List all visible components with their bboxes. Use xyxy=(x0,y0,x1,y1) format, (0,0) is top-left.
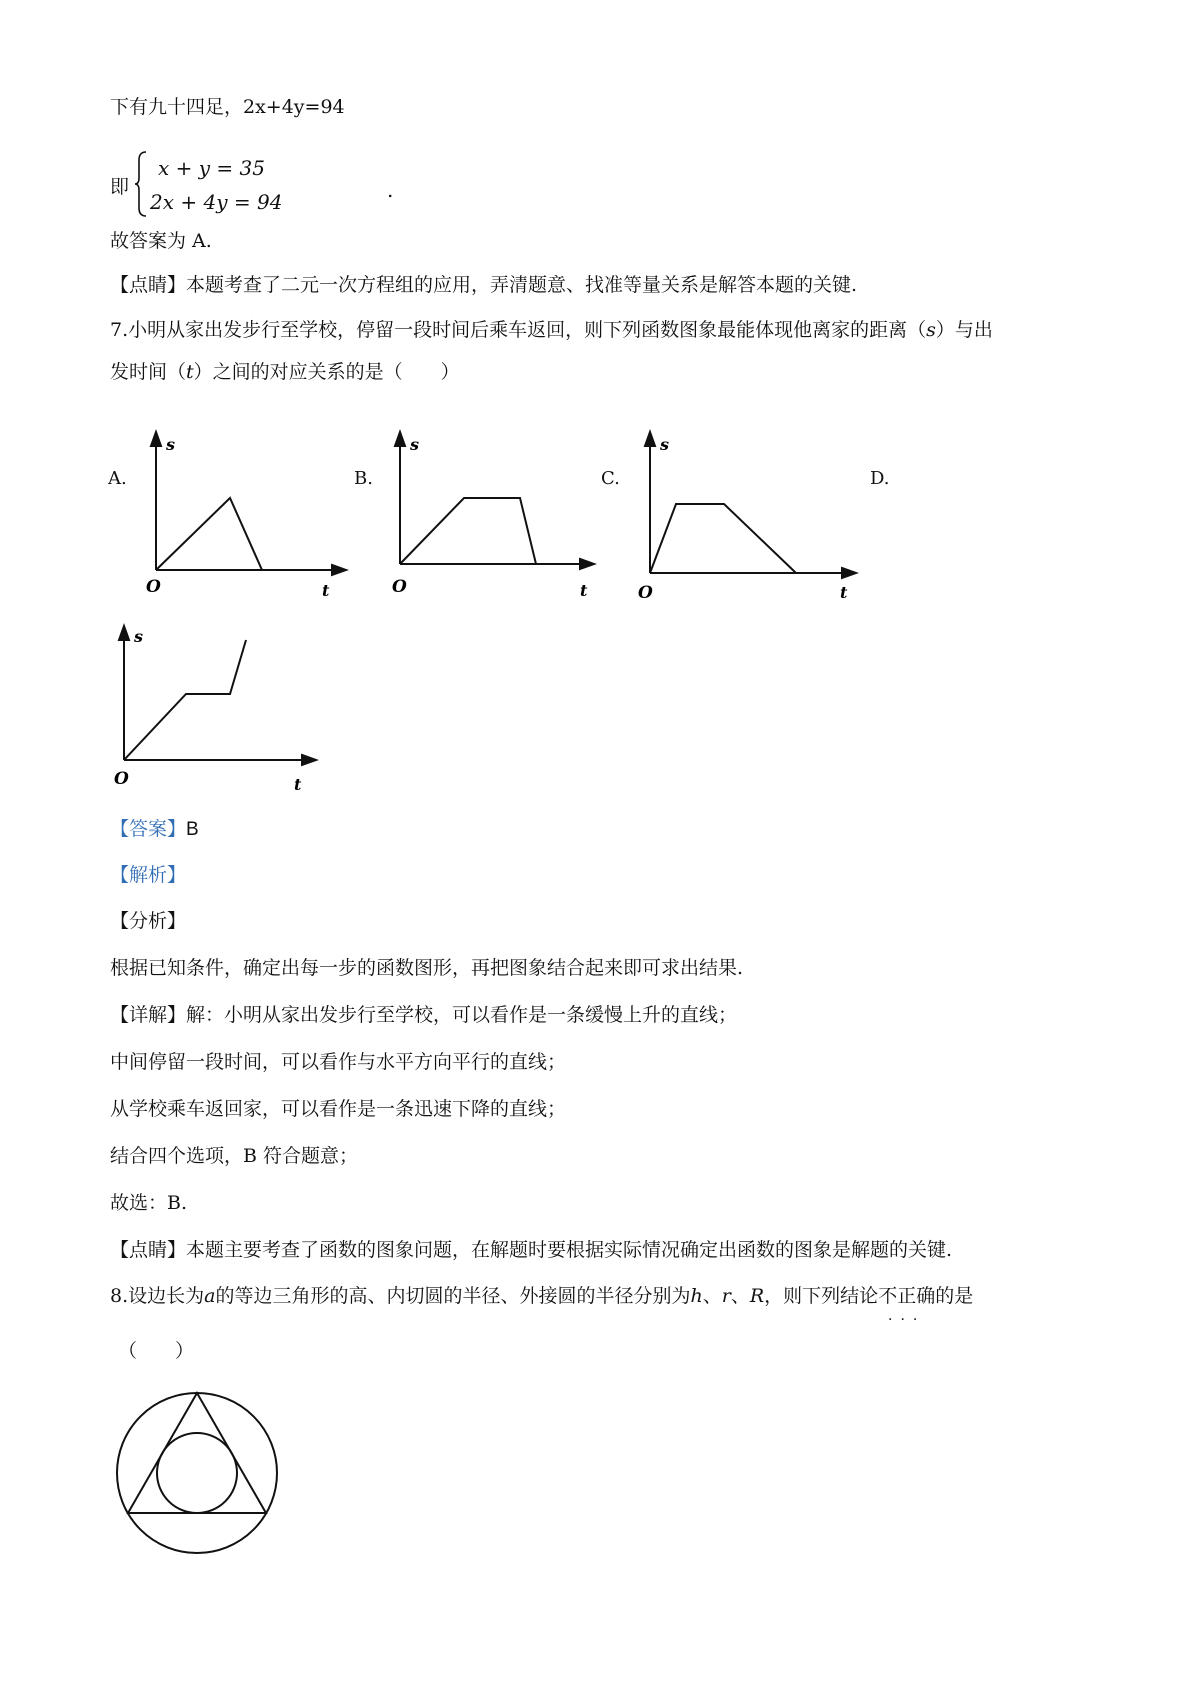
text-line: 下有九十四足，2x+4y=94 xyxy=(110,96,345,118)
svg-text:O: O xyxy=(638,583,653,603)
question-7: 7.小明从家出发步行至学校，停留一段时间后乘车返回，则下列函数图象最能体现他离家的距离（s）与出 xyxy=(110,319,993,341)
svg-text:s: s xyxy=(134,627,144,646)
svg-text:s: s xyxy=(660,435,670,454)
graph-b xyxy=(378,428,598,598)
svg-text:t: t xyxy=(294,775,302,794)
option-d-label: D. xyxy=(870,468,890,489)
text-line: 根据已知条件，确定出每一步的函数图形，再把图象结合起来即可求出结果. xyxy=(110,957,744,979)
question-8-paren: （ ） xyxy=(118,1340,195,1362)
graph-a xyxy=(130,428,350,598)
svg-text:s: s xyxy=(166,435,176,454)
svg-text:O: O xyxy=(146,577,161,597)
xiangjie-line: 【详解】解：小明从家出发步行至学校，可以看作是一条缓慢上升的直线； xyxy=(110,1004,738,1026)
answer-line: 【答案】B xyxy=(110,818,199,840)
inscribed-triangle-figure xyxy=(112,1388,282,1558)
text-line: 故答案为 A. xyxy=(110,230,212,252)
text-line: 结合四个选项，B 符合题意； xyxy=(110,1145,359,1167)
jiexi-line: 【解析】 xyxy=(110,864,187,886)
svg-text:t: t xyxy=(322,581,330,600)
svg-text:O: O xyxy=(392,577,407,597)
question-7-cont: 发时间（t）之间的对应关系的是（ ） xyxy=(110,361,460,383)
text-line: 故选：B. xyxy=(110,1192,188,1214)
svg-text:s: s xyxy=(410,435,420,454)
text-line: 从学校乘车返回家，可以看作是一条迅速下降的直线； xyxy=(110,1098,567,1120)
brace-icon xyxy=(134,150,148,218)
question-8: 8.设边长为a的等边三角形的高、内切圆的半径、外接圆的半径分别为h、r、R，则下列结论不正确 ··· 的是 xyxy=(110,1285,974,1328)
fenxi-line: 【分析】 xyxy=(110,910,187,932)
graph-d xyxy=(110,620,320,794)
option-c-label: C. xyxy=(601,468,620,489)
dianjing-line: 【点睛】本题考查了二元一次方程组的应用，弄清题意、找准等量关系是解答本题的关键. xyxy=(110,274,858,296)
option-a-label: A. xyxy=(108,468,127,489)
svg-text:t: t xyxy=(840,583,848,602)
equation-2: 2x + 4y = 94 xyxy=(150,190,283,214)
text-line: 中间停留一段时间，可以看作与水平方向平行的直线； xyxy=(110,1051,567,1073)
graph-c xyxy=(628,428,858,603)
svg-text:t: t xyxy=(580,581,588,600)
dianjing-line: 【点睛】本题主要考查了函数的图象问题，在解题时要根据实际情况确定出函数的图象是解题的关键. xyxy=(110,1239,953,1261)
text-ji: 即 xyxy=(110,176,130,198)
option-b-label: B. xyxy=(354,468,373,489)
svg-text:O: O xyxy=(114,769,129,789)
equation-1: x + y = 35 xyxy=(158,156,265,180)
